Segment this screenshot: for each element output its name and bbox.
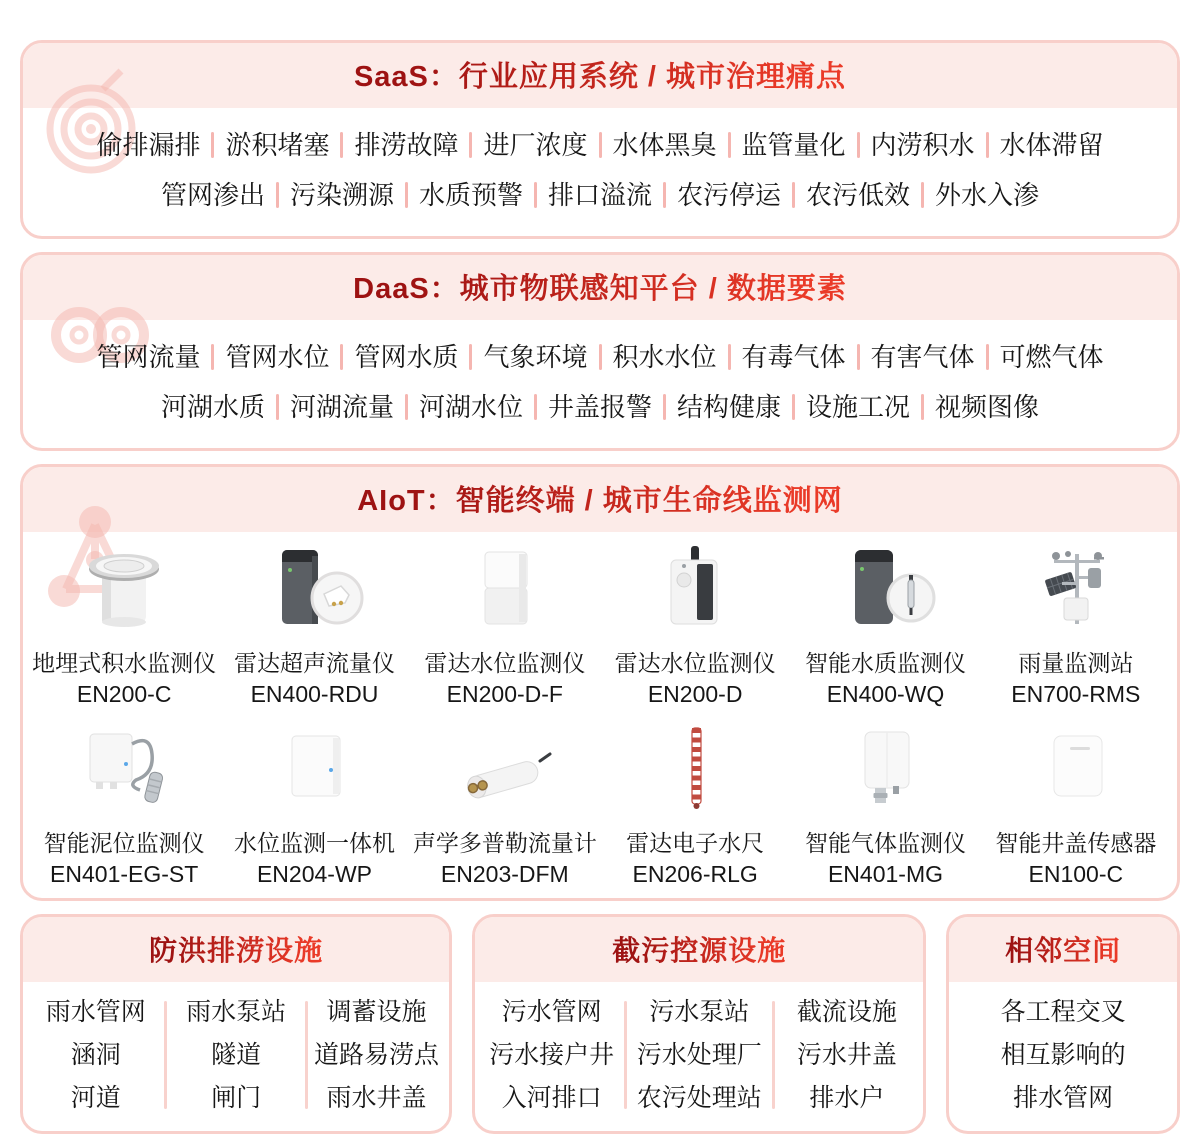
product-card: [600, 722, 790, 888]
daas-item: 视频图像: [935, 392, 1040, 422]
section-daas: [20, 252, 1180, 451]
section-saas: [20, 40, 1180, 239]
daas-items: [23, 320, 1177, 448]
product-card: [410, 722, 600, 888]
saas-row: [33, 120, 1167, 170]
product-name: 智能气体监测仪: [804, 830, 966, 856]
facility-item: 污水井盖: [796, 1041, 897, 1069]
product-card: [219, 542, 409, 708]
product-model: EN700-RMS: [1011, 681, 1141, 707]
daas-header-band: [23, 255, 1177, 320]
facility-cards-row: [20, 914, 1180, 1134]
facility-column: [167, 995, 304, 1115]
facility-item: 调蓄设施: [326, 998, 427, 1026]
pollution-title: 截污控源设施: [612, 929, 786, 969]
product-name: 地埋式积水监测仪: [32, 650, 217, 676]
adjacent-title: 相邻空间: [1005, 929, 1121, 969]
note-line: 各工程交叉: [1000, 998, 1126, 1026]
daas-item: 河湖水位: [418, 392, 523, 422]
note-line: 相互影响的: [1000, 1041, 1126, 1069]
daas-row: [33, 382, 1167, 432]
saas-item: 管网渗出: [160, 180, 265, 210]
buried-water-monitor-image: [29, 542, 219, 637]
saas-item: 水体滞留: [999, 130, 1104, 160]
facility-item: 闸门: [211, 1084, 262, 1112]
product-model: EN401-EG-ST: [50, 861, 199, 887]
daas-item: 管网流量: [96, 342, 201, 372]
saas-item: 农污停运: [677, 180, 782, 210]
product-model: EN204-WP: [256, 861, 373, 887]
mud-level-monitor-image: [29, 722, 219, 817]
product-card: [981, 722, 1171, 888]
product-card: [600, 542, 790, 708]
flood-header-band: [23, 917, 449, 982]
facility-item: 涵洞: [70, 1041, 121, 1069]
daas-item: 结构健康: [677, 392, 782, 422]
facility-item: 河道: [70, 1084, 121, 1112]
product-model: EN200-D-F: [446, 681, 563, 707]
daas-item: 设施工况: [806, 392, 911, 422]
product-name: 雷达水位监测仪: [614, 650, 776, 676]
note-line: 排水管网: [1013, 1084, 1114, 1112]
facility-item: 污水接户井: [489, 1041, 615, 1069]
aiot-product-grid: [23, 532, 1177, 898]
facility-column: [775, 995, 920, 1115]
daas-row: [33, 332, 1167, 382]
radar-level-monitor-image: [600, 542, 790, 637]
product-model: EN206-RLG: [632, 861, 758, 887]
facility-column: [627, 995, 772, 1115]
product-name: 雷达水位监测仪: [424, 650, 586, 676]
saas-item: 排涝故障: [354, 130, 459, 160]
product-name: 雷达电子水尺: [626, 830, 765, 856]
radar-water-ruler-image: [600, 722, 790, 817]
facility-item: 道路易涝点: [314, 1041, 440, 1069]
facility-item: 雨水管网: [45, 998, 146, 1026]
water-quality-monitor-image: [790, 542, 980, 637]
water-level-allinone-image: [219, 722, 409, 817]
aiot-header-band: [23, 467, 1177, 532]
product-name: 雷达超声流量仪: [233, 650, 395, 676]
product-card: [790, 542, 980, 708]
facility-item: 污水处理厂: [636, 1041, 762, 1069]
saas-item: 排口溢流: [547, 180, 652, 210]
daas-item: 河湖水质: [160, 392, 265, 422]
facility-item: 隧道: [211, 1041, 262, 1069]
daas-item: 井盖报警: [547, 392, 652, 422]
product-card: [29, 722, 219, 888]
product-name: 声学多普勒流量计: [412, 830, 597, 856]
radar-level-monitor-f-image: [410, 542, 600, 637]
facility-item: 入河排口: [501, 1084, 602, 1112]
gas-monitor-image: [790, 722, 980, 817]
product-card: [219, 722, 409, 888]
daas-item: 气象环境: [483, 342, 588, 372]
saas-header-band: [23, 43, 1177, 108]
product-card: [410, 542, 600, 708]
saas-item: 内涝积水: [870, 130, 975, 160]
product-name: 智能泥位监测仪: [43, 830, 205, 856]
product-model: EN401-MG: [827, 861, 944, 887]
saas-item: 监管量化: [741, 130, 846, 160]
saas-item: 农污低效: [806, 180, 911, 210]
radar-ultrasonic-flowmeter-image: [219, 542, 409, 637]
pollution-header-band: [475, 917, 923, 982]
product-model: EN200-C: [76, 681, 172, 707]
daas-item: 管网水位: [225, 342, 330, 372]
saas-item: 污染溯源: [289, 180, 394, 210]
facility-column: [479, 995, 624, 1115]
aiot-title: AIoT：智能终端 / 城市生命线监测网: [357, 478, 843, 519]
daas-title: DaaS：城市物联感知平台 / 数据要素: [353, 266, 847, 307]
daas-item: 河湖流量: [289, 392, 394, 422]
manhole-cover-sensor-image: [981, 722, 1171, 817]
product-name: 水位监测一体机: [233, 830, 395, 856]
facility-item: 雨水井盖: [326, 1084, 427, 1112]
saas-item: 水体黑臭: [612, 130, 717, 160]
product-model: EN400-RDU: [250, 681, 379, 707]
facility-column: [308, 995, 445, 1115]
card-adjacent-space: [946, 914, 1180, 1134]
facility-item: 污水泵站: [649, 998, 750, 1026]
facility-item: 农污处理站: [636, 1084, 762, 1112]
daas-item: 有毒气体: [741, 342, 846, 372]
doppler-flowmeter-image: [410, 722, 600, 817]
product-card: [790, 722, 980, 888]
product-name: 雨量监测站: [1018, 650, 1134, 676]
product-model: EN203-DFM: [440, 861, 569, 887]
card-pollution-control: [472, 914, 926, 1134]
saas-item: 进厂浓度: [483, 130, 588, 160]
facility-item: 排水户: [809, 1084, 885, 1112]
facility-item: 污水管网: [501, 998, 602, 1026]
daas-item: 积水水位: [612, 342, 717, 372]
card-flood-drainage: [20, 914, 452, 1134]
daas-item: 可燃气体: [999, 342, 1104, 372]
saas-items: [23, 108, 1177, 236]
adjacent-header-band: [949, 917, 1177, 982]
flood-title: 防洪排涝设施: [149, 929, 323, 969]
section-aiot: [20, 464, 1180, 901]
daas-item: 管网水质: [354, 342, 459, 372]
product-name: 智能井盖传感器: [995, 830, 1157, 856]
product-model: EN100-C: [1028, 861, 1124, 887]
saas-item: 淤积堵塞: [225, 130, 330, 160]
saas-row: [33, 170, 1167, 220]
saas-item: 外水入渗: [935, 180, 1040, 210]
facility-item: 截流设施: [796, 998, 897, 1026]
product-model: EN200-D: [647, 681, 743, 707]
saas-item: 水质预警: [418, 180, 523, 210]
product-card: [981, 542, 1171, 708]
rain-station-image: [981, 542, 1171, 637]
saas-item: 偷排漏排: [96, 130, 201, 160]
daas-item: 有害气体: [870, 342, 975, 372]
product-model: EN400-WQ: [826, 681, 945, 707]
product-name: 智能水质监测仪: [804, 650, 966, 676]
product-card: [29, 542, 219, 708]
saas-title: SaaS：行业应用系统 / 城市治理痛点: [354, 54, 846, 95]
facility-item: 雨水泵站: [186, 998, 287, 1026]
facility-column: [27, 995, 164, 1115]
